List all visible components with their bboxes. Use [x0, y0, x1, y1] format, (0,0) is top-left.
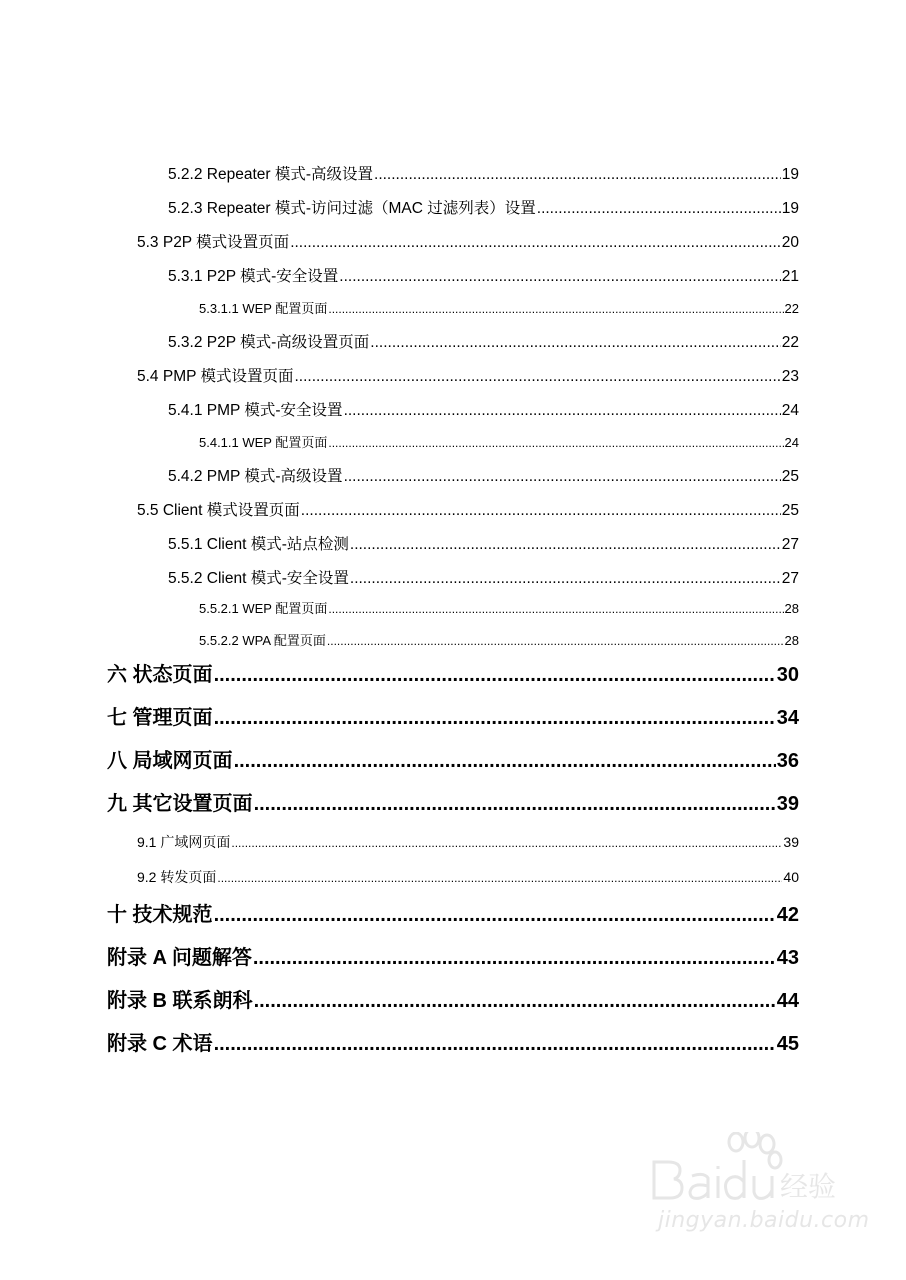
toc-appendix[interactable]: [107, 941, 799, 970]
toc-appendix-title: 附录 B 联系朗科: [107, 990, 253, 1012]
toc-chapter-title: 六 状态页面: [107, 664, 213, 686]
toc-entry[interactable]: [168, 330, 799, 352]
toc-entry-title: 5.2.2 Repeater 模式-高级设置: [168, 166, 374, 183]
toc-chapter[interactable]: [107, 658, 799, 687]
toc-entry[interactable]: [168, 532, 799, 554]
toc-entry-page: 19: [781, 166, 799, 183]
toc-entry-page: 24: [781, 402, 799, 419]
toc-entry[interactable]: [137, 867, 799, 887]
toc-leader-dots: [344, 402, 781, 420]
toc-leader-dots: [214, 1033, 776, 1056]
toc-leader-dots: [234, 750, 776, 773]
toc-entry[interactable]: [199, 298, 799, 317]
toc-chapter[interactable]: [107, 701, 799, 730]
toc-entry-title: 5.3.1 P2P 模式-安全设置: [168, 268, 339, 285]
toc-entry-title: 5.3.1.1 WEP 配置页面: [199, 301, 328, 316]
toc-leader-dots: [254, 990, 776, 1013]
toc-entry[interactable]: [137, 364, 799, 386]
toc-leader-dots: [214, 664, 776, 687]
toc-entry[interactable]: [168, 196, 799, 218]
toc-leader-dots: [374, 166, 781, 184]
toc-entry[interactable]: [168, 162, 799, 184]
toc-entry-page: 23: [781, 368, 799, 385]
toc-entry-page: 25: [781, 468, 799, 485]
toc-entry-page: 28: [784, 601, 799, 616]
toc-entry-title: 5.4 PMP 模式设置页面: [137, 368, 294, 385]
toc-entry-page: 22: [781, 334, 799, 351]
toc-leader-dots: [290, 234, 781, 252]
toc-entry-title: 9.2 转发页面: [137, 869, 217, 885]
toc-entry[interactable]: [137, 230, 799, 252]
toc-entry-page: 22: [784, 301, 799, 316]
toc-chapter-title: 八 局域网页面: [107, 750, 233, 772]
toc-entry[interactable]: [168, 464, 799, 486]
toc-appendix-page: 44: [776, 990, 799, 1012]
toc-leader-dots: [254, 793, 776, 816]
toc-appendix-title: 附录 C 术语: [107, 1033, 213, 1055]
toc-entry-title: 5.5.1 Client 模式-站点检测: [168, 536, 349, 553]
watermark-brand-cn: 经验: [780, 1170, 837, 1203]
toc-entry-title: 5.4.2 PMP 模式-高级设置: [168, 468, 343, 485]
toc-leader-dots: [537, 200, 781, 218]
toc-leader-dots: [294, 368, 780, 386]
toc-entry[interactable]: [168, 264, 799, 286]
toc-appendix[interactable]: [107, 1027, 799, 1056]
toc-chapter[interactable]: [107, 787, 799, 816]
toc-entry-page: 21: [781, 268, 799, 285]
toc-entry-page: 39: [783, 834, 799, 850]
toc-entry-title: 5.3.2 P2P 模式-高级设置页面: [168, 334, 370, 351]
toc-entry-title: 5.4.1 PMP 模式-安全设置: [168, 402, 343, 419]
toc-leader-dots: [327, 634, 784, 648]
toc-appendix-title: 附录 A 问题解答: [107, 947, 252, 969]
toc-leader-dots: [350, 570, 781, 588]
toc-leader-dots: [339, 268, 780, 286]
toc-chapter-page: 39: [776, 793, 799, 815]
toc-leader-dots: [328, 302, 783, 316]
toc-leader-dots: [214, 904, 776, 927]
toc-entry[interactable]: [137, 832, 799, 852]
toc-entry[interactable]: [199, 630, 799, 649]
toc-entry-title: 5.3 P2P 模式设置页面: [137, 234, 290, 251]
toc-appendix[interactable]: [107, 984, 799, 1013]
toc-entry-title: 5.2.3 Repeater 模式-访问过滤（MAC 过滤列表）设置: [168, 200, 536, 217]
toc-entry-page: 28: [784, 633, 799, 648]
toc-entry-title: 5.5.2.1 WEP 配置页面: [199, 601, 328, 616]
toc-entry[interactable]: [137, 498, 799, 520]
toc-leader-dots: [214, 707, 776, 730]
toc-chapter-title: 七 管理页面: [107, 707, 213, 729]
toc-chapter-title: 九 其它设置页面: [107, 793, 253, 815]
toc-entry-page: 25: [781, 502, 799, 519]
watermark-url: jingyan.baidu.com: [658, 1208, 870, 1233]
toc-leader-dots: [344, 468, 781, 486]
toc-leader-dots: [350, 536, 781, 554]
toc-entry-page: 24: [784, 435, 799, 450]
toc-entry-page: 27: [781, 536, 799, 553]
toc-entry-title: 9.1 广域网页面: [137, 834, 231, 850]
toc-entry-title: 5.4.1.1 WEP 配置页面: [199, 435, 328, 450]
toc-entry-page: 20: [781, 234, 799, 251]
toc-chapter-title: 十 技术规范: [107, 904, 213, 926]
toc-entry-title: 5.5 Client 模式设置页面: [137, 502, 300, 519]
toc-entry-page: 27: [781, 570, 799, 587]
toc-entry[interactable]: [199, 598, 799, 617]
baidu-jingyan-watermark: [648, 1132, 870, 1242]
toc-entry[interactable]: [168, 566, 799, 588]
toc-leader-dots: [231, 836, 782, 850]
toc-chapter[interactable]: [107, 898, 799, 927]
toc-leader-dots: [301, 502, 781, 520]
toc-leader-dots: [370, 334, 780, 352]
toc-chapter-page: 30: [776, 664, 799, 686]
toc-leader-dots: [253, 947, 776, 970]
toc-entry[interactable]: [199, 432, 799, 451]
toc-entry-page: 19: [781, 200, 799, 217]
toc-appendix-page: 43: [776, 947, 799, 969]
toc-chapter-page: 34: [776, 707, 799, 729]
toc-chapter[interactable]: [107, 744, 799, 773]
baidu-paw-logo-icon: [648, 1132, 848, 1212]
toc-leader-dots: [328, 602, 783, 616]
toc-entry-title: 5.5.2 Client 模式-安全设置: [168, 570, 349, 587]
toc-chapter-page: 36: [776, 750, 799, 772]
toc-chapter-page: 42: [776, 904, 799, 926]
toc-leader-dots: [217, 871, 782, 885]
toc-appendix-page: 45: [776, 1033, 799, 1055]
toc-entry[interactable]: [168, 398, 799, 420]
toc-leader-dots: [328, 436, 783, 450]
toc-entry-page: 40: [783, 869, 799, 885]
toc-entry-title: 5.5.2.2 WPA 配置页面: [199, 633, 326, 648]
